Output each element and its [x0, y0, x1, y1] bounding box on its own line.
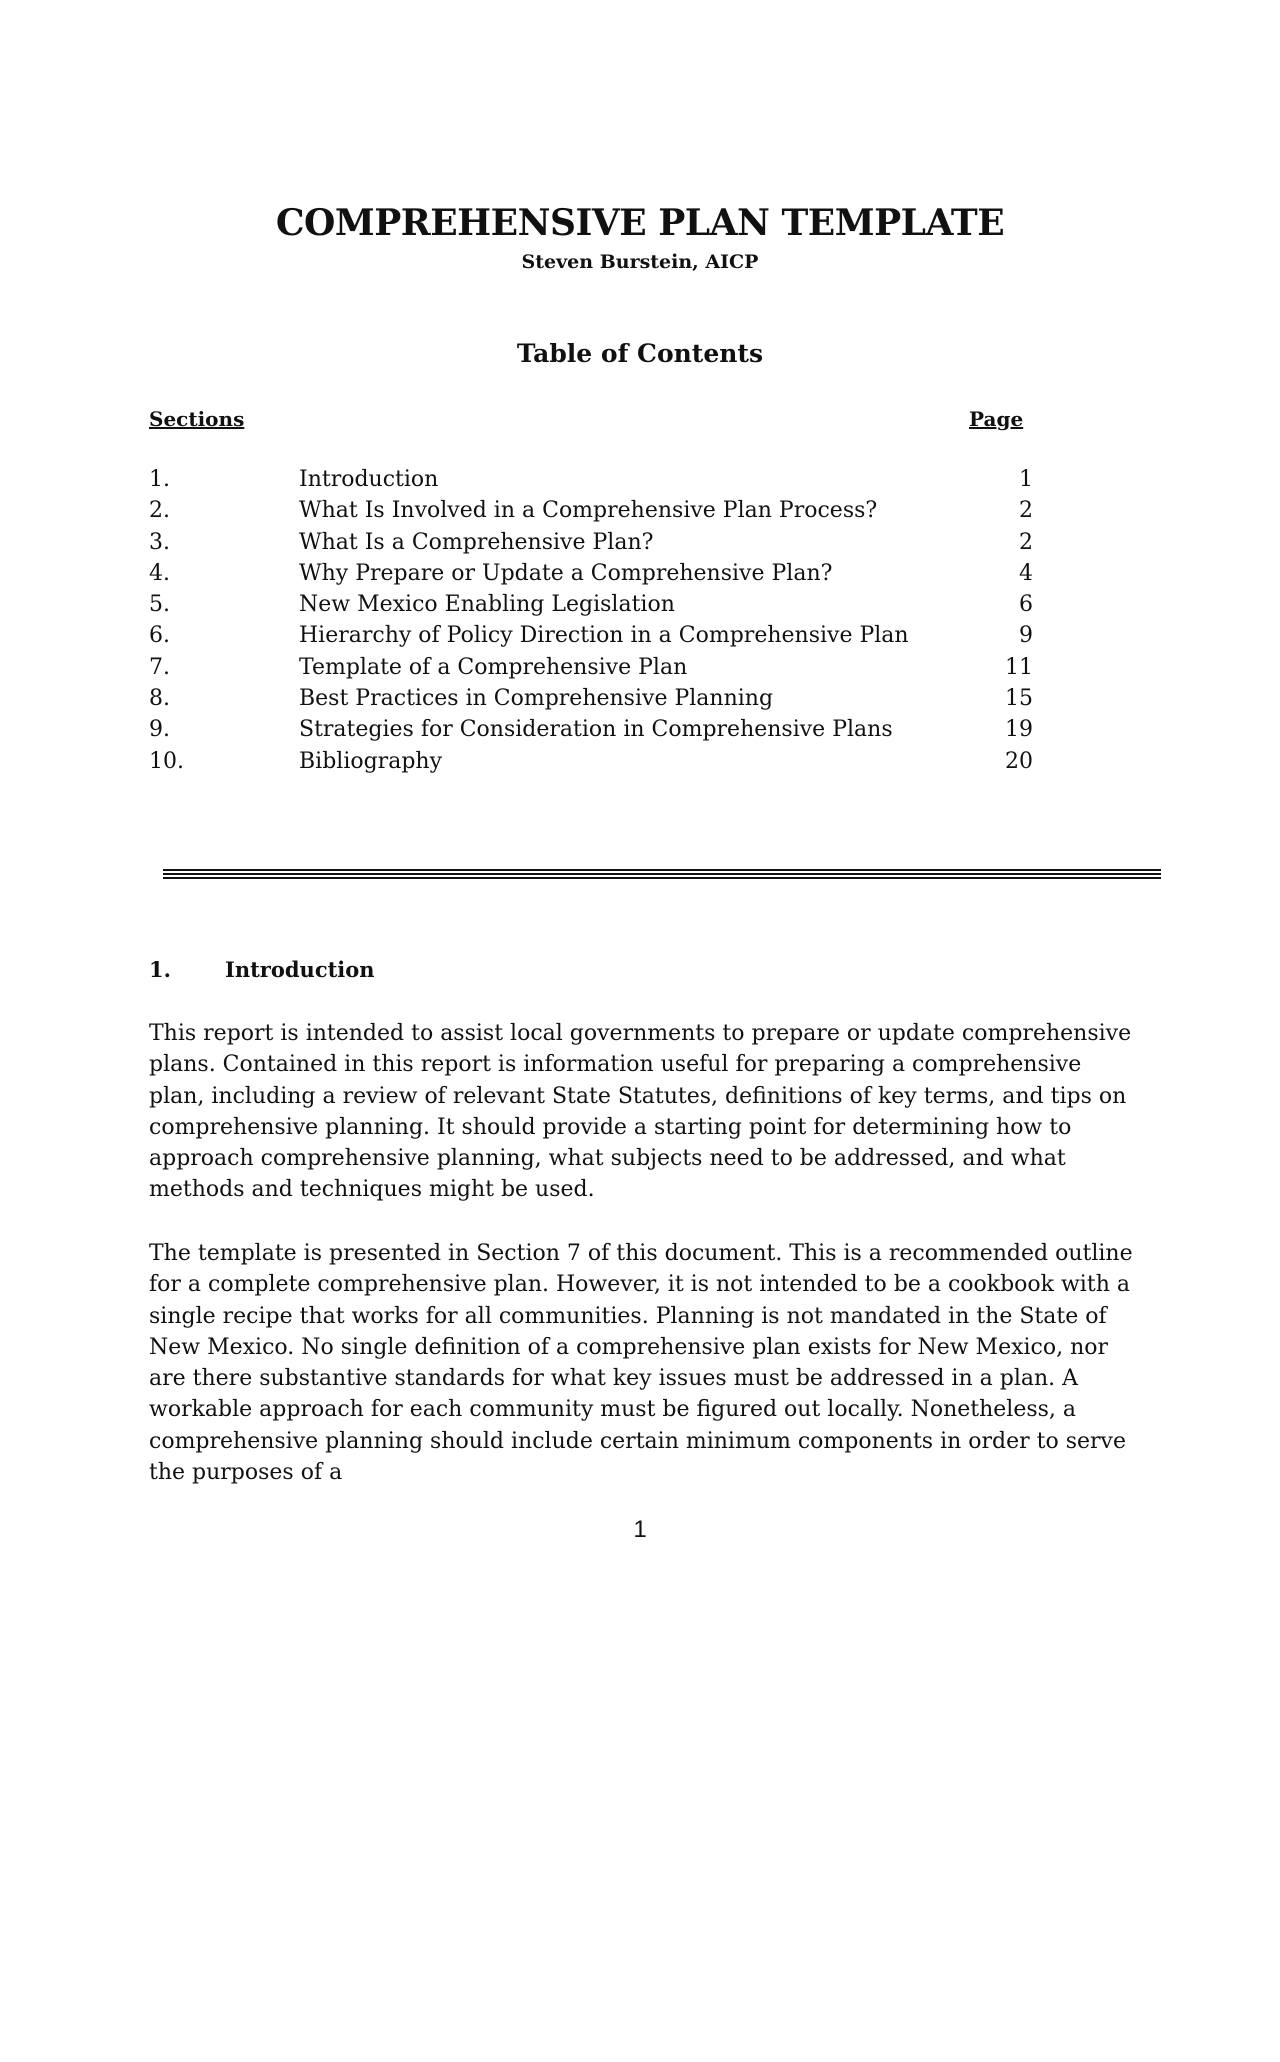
introduction-title: Introduction: [225, 957, 375, 982]
toc-entry-page: 19: [1005, 717, 1033, 743]
toc-entry-title: Hierarchy of Policy Direction in a Comprehensive Plan: [299, 623, 909, 649]
section-divider: [163, 869, 1161, 880]
toc-entry: [149, 464, 1049, 495]
toc-entry-title: Why Prepare or Update a Comprehensive Plan?: [299, 560, 833, 586]
document-author: Steven Burstein, AICP: [521, 251, 759, 273]
toc-entry: [149, 527, 1049, 558]
document-title: COMPREHENSIVE PLAN TEMPLATE: [275, 202, 1005, 244]
toc-entry-page: 9: [1019, 623, 1033, 649]
page-number: 1: [633, 1516, 647, 1543]
toc-entry: [149, 714, 1049, 745]
toc-entry-title: Best Practices in Comprehensive Planning: [299, 686, 774, 712]
toc-entry: [149, 589, 1049, 620]
toc-entry-number: 6.: [149, 623, 170, 649]
table-of-contents: [149, 464, 1049, 777]
toc-entry-number: 8.: [149, 686, 170, 712]
toc-page-label: Page: [969, 407, 1024, 431]
toc-entry: [149, 558, 1049, 589]
introduction-paragraph: The template is presented in Section 7 of this document. This is a recommended outline for a complete comprehensive plan. However, it is not intended to be a cookbook with a single recipe that works for all communities. Planning is not mandated in the State of New Mexico. No single definition of a comprehensive plan exists for New Mexico, nor are there substantive standards for what key issues must be addressed in a plan. A workable approach for each community must be figured out locally. Nonetheless, a comprehensive planning should include certain minimum components in order to serve the purposes of a: [149, 1241, 1133, 1486]
toc-entry-number: 9.: [149, 717, 170, 743]
toc-entry-page: 20: [1005, 748, 1033, 774]
toc-entry-page: 1: [1019, 467, 1033, 492]
toc-entry-title: What Is a Comprehensive Plan?: [299, 529, 654, 555]
toc-entry-page: 4: [1019, 560, 1033, 586]
toc-entry-number: 7.: [149, 654, 170, 680]
toc-entry: [149, 746, 1049, 777]
divider-line: [163, 873, 1161, 875]
toc-entry-number: 1.: [149, 467, 170, 492]
toc-entry: [149, 652, 1049, 683]
toc-entry: [149, 495, 1049, 526]
toc-entry-number: 3.: [149, 529, 170, 555]
toc-entry: [149, 620, 1049, 651]
toc-entry-title: New Mexico Enabling Legislation: [299, 592, 675, 618]
introduction-number: 1.: [149, 957, 171, 982]
toc-entry-page: 6: [1019, 592, 1033, 618]
divider-line: [163, 869, 1161, 871]
toc-entry-title: Introduction: [299, 467, 439, 492]
toc-entry-page: 2: [1019, 498, 1033, 524]
toc-entry-title: Template of a Comprehensive Plan: [299, 654, 688, 680]
toc-entry-title: Strategies for Consideration in Comprehensive Plans: [299, 717, 893, 743]
toc-entry-title: What Is Involved in a Comprehensive Plan Process?: [299, 498, 878, 524]
toc-entry-page: 11: [1005, 654, 1033, 680]
introduction-heading: [149, 956, 375, 984]
toc-entry-number: 2.: [149, 498, 170, 524]
toc-entry: [149, 683, 1049, 714]
toc-entry-page: 15: [1005, 686, 1033, 712]
introduction-paragraph: This report is intended to assist local governments to prepare or update comprehensive plans. Contained in this report is information useful for preparing a comprehensive plan, including a review of relevant State Statutes, definitions of key terms, and tips on comprehensive planning. It should provide a starting point for determining how to approach comprehensive planning, what subjects need to be addressed, and what methods and techniques might be used.: [149, 1021, 1132, 1203]
toc-entry-title: Bibliography: [299, 748, 442, 774]
toc-heading: Table of Contents: [516, 339, 764, 368]
toc-entry-number: 4.: [149, 560, 170, 586]
divider-line: [163, 877, 1161, 879]
toc-entry-number: 10.: [149, 748, 184, 774]
toc-entry-page: 2: [1019, 529, 1033, 555]
toc-entry-number: 5.: [149, 592, 170, 618]
toc-sections-label: Sections: [149, 407, 245, 431]
